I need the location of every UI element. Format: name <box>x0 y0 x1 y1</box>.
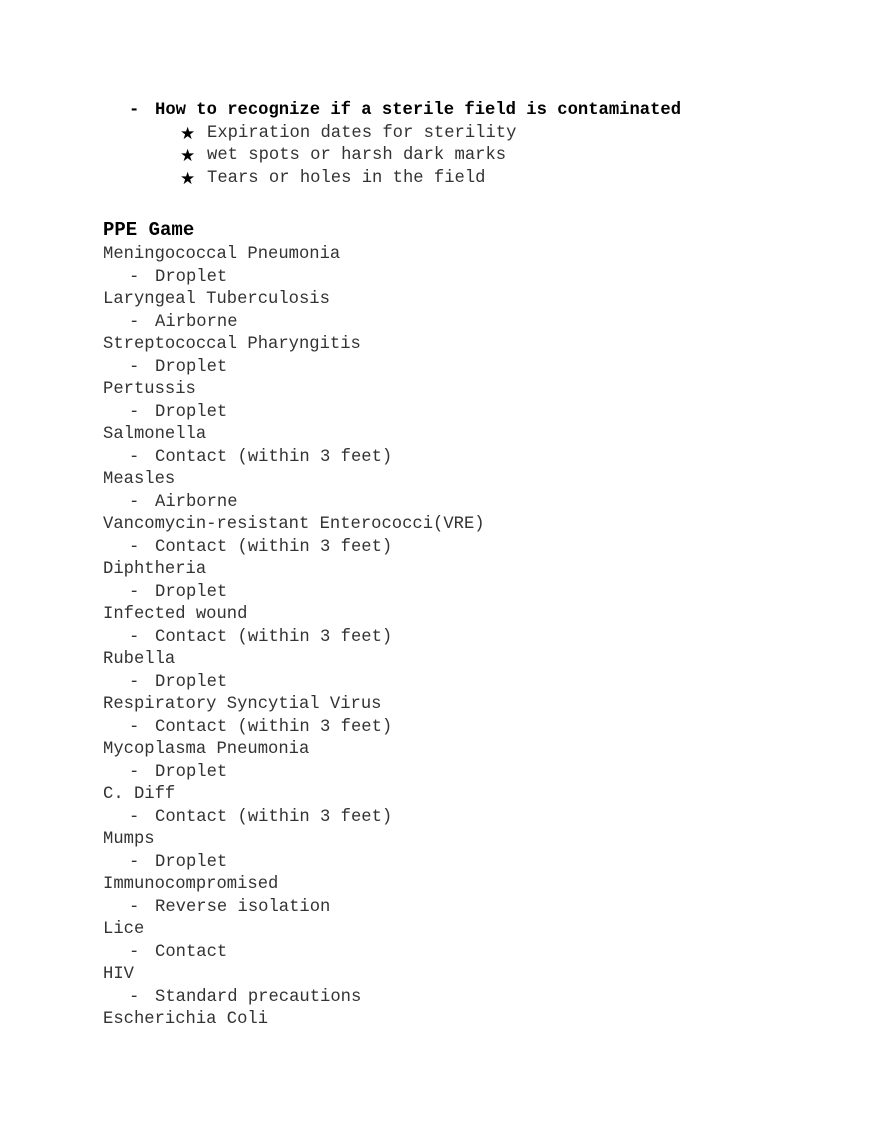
disease-name: Immunocompromised <box>103 875 279 894</box>
precaution-type: Contact (within 3 feet) <box>155 537 393 557</box>
precaution-row <box>103 717 485 740</box>
dash-bullet: - <box>129 447 140 467</box>
precaution-row <box>103 762 485 785</box>
disease-name: Vancomycin-resistant Enterococci(VRE) <box>103 515 485 534</box>
precaution-row <box>103 987 485 1010</box>
dash-bullet: - <box>129 717 140 737</box>
ppe-list <box>103 244 485 1032</box>
dash-bullet: - <box>129 582 140 602</box>
disease-name: Respiratory Syncytial Virus <box>103 695 382 714</box>
precaution-type: Droplet <box>155 672 228 692</box>
disease-name: C. Diff <box>103 785 176 804</box>
disease-name: Pertussis <box>103 380 196 399</box>
disease-name: Streptococcal Pharyngitis <box>103 335 361 354</box>
precaution-type: Standard precautions <box>155 987 362 1007</box>
bullet-text: wet spots or harsh dark marks <box>207 146 507 165</box>
precaution-type: Airborne <box>155 312 238 332</box>
precaution-type: Contact (within 3 feet) <box>155 717 393 737</box>
star-bullet-icon: ★ <box>180 168 196 189</box>
precaution-row <box>103 267 485 290</box>
precaution-type: Contact (within 3 feet) <box>155 807 393 827</box>
sterile-field-heading: How to recognize if a sterile field is contaminated <box>155 101 682 120</box>
sterile-field-section <box>0 100 681 190</box>
precaution-row <box>103 672 485 695</box>
ppe-game-title: PPE Game <box>103 219 195 241</box>
precaution-row <box>103 582 485 605</box>
disease-name: Rubella <box>103 650 176 669</box>
disease-name: Mumps <box>103 830 155 849</box>
precaution-type: Droplet <box>155 762 228 782</box>
dash-bullet: - <box>129 852 140 872</box>
dash-bullet: - <box>129 492 140 512</box>
sterile-field-heading-row <box>0 100 681 123</box>
dash-bullet: - <box>129 987 140 1007</box>
disease-name: Escherichia Coli <box>103 1010 269 1029</box>
precaution-row <box>103 537 485 560</box>
precaution-row <box>103 312 485 335</box>
dash-bullet: - <box>129 807 140 827</box>
disease-name: Lice <box>103 920 145 939</box>
precaution-type: Droplet <box>155 852 228 872</box>
disease-name: Laryngeal Tuberculosis <box>103 290 330 309</box>
disease-name: Meningococcal Pneumonia <box>103 245 341 264</box>
disease-name: Measles <box>103 470 176 489</box>
bullet-text: Expiration dates for sterility <box>207 123 517 143</box>
disease-name: Salmonella <box>103 425 207 444</box>
star-bullet-icon: ★ <box>180 146 196 166</box>
precaution-type: Droplet <box>155 267 228 287</box>
dash-bullet: - <box>129 942 140 962</box>
precaution-type: Contact (within 3 feet) <box>155 627 393 647</box>
dash-bullet: - <box>129 627 140 647</box>
precaution-type: Contact (within 3 feet) <box>155 447 393 467</box>
dash-bullet: - <box>129 101 140 120</box>
disease-name: HIV <box>103 965 134 984</box>
precaution-row <box>103 807 485 830</box>
disease-name: Mycoplasma Pneumonia <box>103 740 310 759</box>
precaution-type: Droplet <box>155 582 228 602</box>
disease-name: Infected wound <box>103 605 248 624</box>
precaution-type: Contact <box>155 942 228 962</box>
dash-bullet: - <box>129 762 140 782</box>
precaution-row <box>103 357 485 380</box>
precaution-row <box>103 492 485 515</box>
dash-bullet: - <box>129 672 140 692</box>
star-bullet-icon: ★ <box>180 123 196 144</box>
dash-bullet: - <box>129 357 140 377</box>
precaution-type: Airborne <box>155 492 238 512</box>
disease-name: Diphtheria <box>103 560 207 579</box>
precaution-row <box>103 942 485 965</box>
precaution-row <box>103 627 485 650</box>
precaution-row <box>103 402 485 425</box>
dash-bullet: - <box>129 537 140 557</box>
bullet-item <box>0 168 681 191</box>
precaution-row <box>103 897 485 920</box>
precaution-type: Droplet <box>155 402 228 422</box>
precaution-type: Reverse isolation <box>155 897 331 917</box>
dash-bullet: - <box>129 897 140 917</box>
precaution-row <box>103 852 485 875</box>
bullet-item <box>0 145 681 168</box>
dash-bullet: - <box>129 312 140 332</box>
precaution-type: Droplet <box>155 357 228 377</box>
dash-bullet: - <box>129 402 140 422</box>
dash-bullet: - <box>129 267 140 287</box>
bullet-item <box>0 123 681 146</box>
bullet-text: Tears or holes in the field <box>207 168 486 188</box>
precaution-row <box>103 447 485 470</box>
